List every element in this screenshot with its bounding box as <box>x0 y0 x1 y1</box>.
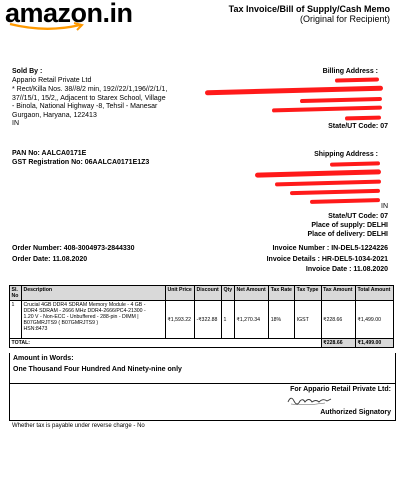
billing-address-label: Billing Address : <box>322 68 378 75</box>
cell-total-amount: ₹1,499.00 <box>356 301 394 339</box>
cell-net-amount: ₹1,270.34 <box>235 301 269 339</box>
cell-sl: 1 <box>10 301 22 339</box>
table-header-row <box>10 286 394 301</box>
seller-address-line: IN <box>12 120 19 128</box>
pan-number: PAN No: AALCA0171E <box>12 150 87 157</box>
invoice-date: Invoice Date : 11.08.2020 <box>305 266 388 273</box>
col-header-net-amount: Net Amount <box>235 286 269 301</box>
billing-state-code: State/UT Code: 07 <box>328 123 388 130</box>
col-header-total-amount: Total Amount <box>356 286 394 301</box>
description-line: B07GMRJTS9 ( B07GMRJTS9 ) <box>23 320 99 326</box>
amazon-smile-icon <box>8 22 86 32</box>
total-label: TOTAL: <box>10 339 322 348</box>
order-number: Order Number: 408-3004973-2844330 <box>12 245 135 252</box>
items-table <box>9 285 394 348</box>
place-of-supply: Place of supply: DELHI <box>311 222 388 229</box>
shipping-state-code: State/UT Code: 07 <box>328 213 388 220</box>
order-date: Order Date: 11.08.2020 <box>12 256 88 263</box>
description-line: Crucial 4GB DDR4 SDRAM Memory Module - 4 GB - <box>23 302 146 308</box>
redaction-mark <box>205 86 383 96</box>
amount-in-words-label: Amount in Words: <box>13 355 74 362</box>
invoice-subtitle: (Original for Recipient) <box>299 14 390 24</box>
table-row <box>10 301 394 339</box>
redaction-mark <box>335 77 379 82</box>
description-line: HSN:8473 <box>23 326 48 332</box>
col-header-qty: Qty <box>222 286 235 301</box>
redaction-mark <box>330 161 380 166</box>
amount-in-words-box <box>9 353 396 384</box>
amount-in-words-value: One Thousand Four Hundred And Ninety-nine only <box>13 366 182 373</box>
total-amount: ₹1,499.00 <box>356 339 394 348</box>
seller-address-line: 37//15/1, 15/2,, Adjacent to Starex School, Village <box>12 94 166 102</box>
signatory-role: Authorized Signatory <box>320 409 391 416</box>
seller-address-line: Gurgaon, Haryana, 122413 <box>12 111 97 119</box>
signatory-company: For Appario Retail Private Ltd: <box>290 386 391 393</box>
gst-number: GST Registration No: 06AALCA0171E1Z3 <box>12 159 150 166</box>
col-header-tax-amount: Tax Amount <box>321 286 355 301</box>
shipping-country: IN <box>381 203 388 210</box>
invoice-details: Invoice Details : HR-DEL5-1034-2021 <box>266 256 388 263</box>
sold-by-label: Sold By : <box>12 68 43 75</box>
cell-tax-type: IGST <box>295 301 321 339</box>
col-header-description: Description <box>22 286 166 301</box>
place-of-delivery: Place of delivery: DELHI <box>307 231 388 238</box>
cell-tax-amount: ₹228.66 <box>321 301 355 339</box>
redaction-mark <box>345 116 381 121</box>
table-total-row <box>10 339 394 348</box>
invoice-number: Invoice Number : IN-DEL5-1224226 <box>272 245 388 252</box>
reverse-charge-note: Whether tax is payable under reverse charge - No <box>12 423 145 429</box>
cell-tax-rate: 18% <box>269 301 295 339</box>
col-header-tax-type: Tax Type <box>295 286 321 301</box>
cell-description <box>22 301 166 339</box>
redaction-mark <box>290 189 380 195</box>
redaction-mark <box>300 97 382 103</box>
cell-unit-price: ₹1,593.22 <box>166 301 195 339</box>
seller-name: Appario Retail Private Ltd <box>12 77 92 84</box>
signature-image <box>285 393 333 407</box>
seller-address-line: - Binola, National Highway -8, Tehsil - Manesar <box>12 103 158 111</box>
cell-qty: 1 <box>222 301 235 339</box>
invoice-title: Tax Invoice/Bill of Supply/Cash Memo <box>228 4 390 14</box>
col-header-tax-rate: Tax Rate <box>269 286 295 301</box>
col-header-discount: Discount <box>195 286 222 301</box>
signature-box <box>9 383 396 421</box>
description-line: 1.20 V - Non-ECC - Unbuffered - 288-pin - DIMM | <box>23 314 139 320</box>
shipping-address-label: Shipping Address : <box>314 151 378 158</box>
col-header-unit-price: Unit Price <box>166 286 195 301</box>
seller-address-line: * Rect/Killa Nos. 38//8/2 min, 192//22/1,196//2/1/1, <box>12 86 168 93</box>
redaction-mark <box>255 169 381 177</box>
description-line: DDR4 SDRAM - 2666 MHz DDR4-2666/PC4-21300 - <box>23 308 146 314</box>
seller-address <box>12 86 222 129</box>
redaction-mark <box>310 198 380 204</box>
total-tax-amount: ₹228.66 <box>321 339 355 348</box>
col-header-sl: Sl. No <box>10 286 22 301</box>
redaction-mark <box>275 180 381 187</box>
cell-discount: -₹322.88 <box>195 301 222 339</box>
amazon-logo: amazon.in <box>5 0 133 28</box>
redaction-mark <box>272 106 382 113</box>
